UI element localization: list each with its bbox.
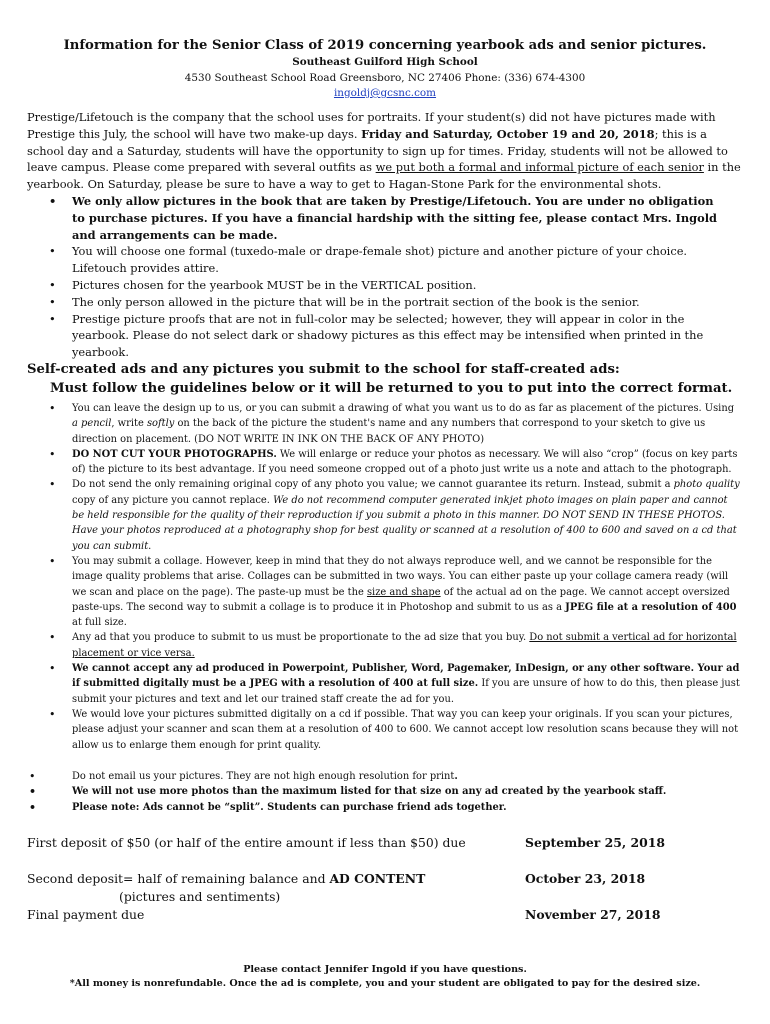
- refund-note: *All money is nonrefundable. Once the ad is complete, you and your student are obligated to pay for the desired size.: [69, 978, 701, 989]
- intro-paragraph: [27, 109, 747, 193]
- payment-date: November 27, 2018: [525, 907, 661, 922]
- payment-label: First deposit of $50 (or half of the entire amount if less than $50) due: [27, 835, 466, 850]
- intro-text-3: in the yearbook. On Saturday, please be sure to have a way to get to Hagan-Stone Park for the environmental shots.: [27, 160, 741, 192]
- list-item: • Do not email us your pictures. They are not high enough resolution for print.: [27, 769, 742, 784]
- list-item: • Any ad that you produce to submit to us must be proportionate to the ad size that you buy. Do not submit a vertical ad for horizontal placement or vice versa.: [27, 630, 742, 661]
- formal-informal-note: we put both a formal and informal picture of each senior: [375, 160, 704, 175]
- ad-guidelines-list: [27, 401, 742, 753]
- list-item: • Prestige picture proofs that are not in full-color may be selected; however, they will appear in color in the yearbook. Please do not select dark or shadowy pictures as this effect may be intensified when printed in the yearbook.: [27, 311, 727, 361]
- picture-rules-list: [27, 193, 727, 361]
- list-item: • Pictures chosen for the yearbook MUST be in the VERTICAL position.: [27, 277, 727, 294]
- page-title: Information for the Senior Class of 2019 concerning yearbook ads and senior pictures.: [63, 38, 707, 53]
- list-item: • We only allow pictures in the book that are taken by Prestige/Lifetouch. You are under no obligation to purchase pictures. If you have a financial hardship with the sitting fee, please contact Mrs. Ingold and arrangements can be made.: [27, 193, 727, 243]
- payment-date: September 25, 2018: [525, 835, 665, 850]
- payment-label: Final payment due: [27, 907, 145, 922]
- general-notes-list: [27, 769, 742, 815]
- payment-sublabel: (pictures and sentiments): [119, 889, 281, 904]
- ads-heading: Self-created ads and any pictures you submit to the school for staff-created ads:: [27, 362, 620, 377]
- school-name: Southeast Guilford High School: [292, 56, 478, 68]
- school-address: 4530 Southeast School Road Greensboro, NC 27406 Phone: (336) 674-4300: [184, 72, 586, 84]
- email-link[interactable]: ingoldj@gcsnc.com: [333, 87, 437, 99]
- list-item: • You will choose one formal (tuxedo-male or drape-female shot) picture and another picture of your choice. Lifetouch provides attire.: [27, 243, 727, 277]
- contact-note: Please contact Jennifer Ingold if you have questions.: [243, 964, 527, 975]
- email-line: [0, 87, 770, 99]
- list-item: • We would love your pictures submitted digitally on a cd if possible. That way you can keep your originals. If you scan your pictures, please adjust your scanner and scan them at a resolution of 400 to 600. We cannot accept low resolution scans because they will not allow us to enlarge them enough for print quality.: [27, 707, 742, 753]
- list-item: • Please note: Ads cannot be “split”. Students can purchase friend ads together.: [27, 800, 742, 815]
- list-item: • We will not use more photos than the maximum listed for that size on any ad created by the yearbook staff.: [27, 784, 742, 799]
- payment-label: Second deposit= half of remaining balance and AD CONTENT: [27, 871, 426, 886]
- intro-text-2: ; this is a school day and a Saturday, students will have the opportunity to sign up for times. Friday, students will not be allowed to leave campus. Please come prepared with several outfits as: [27, 126, 728, 175]
- makeup-dates: Friday and Saturday, October 19 and 20, 2018: [361, 126, 655, 141]
- list-item: • You can leave the design up to us, or you can submit a drawing of what you want us to do as far as placement of the pictures. Using a pencil, write softly on the back of the picture the student's name and any numbers that correspond to your sketch to give us direction on placement. (DO NOT WRITE IN INK ON THE BACK OF ANY PHOTO): [27, 401, 742, 447]
- list-item: • We cannot accept any ad produced in Powerpoint, Publisher, Word, Pagemaker, InDesign, or any other software. Your ad if submitted digitally must be a JPEG with a resolution of 400 at full size. If you are unsure of how to do this, then please just submit your pictures and text and let our trained staff create the ad for you.: [27, 661, 742, 707]
- list-item: • DO NOT CUT YOUR PHOTOGRAPHS. We will enlarge or reduce your photos as necessary. We will also “crop” (focus on key parts of) the picture to its best advantage. If you need someone cropped out of a photo just write us a note and attach to the photograph.: [27, 447, 742, 478]
- payment-date: October 23, 2018: [525, 871, 646, 886]
- list-item: • The only person allowed in the picture that will be in the portrait section of the book is the senior.: [27, 294, 727, 311]
- intro-text-1: Prestige/Lifetouch is the company that the school uses for portraits. If your student(s) did not have pictures made with Prestige this July, the school will have two make-up days.: [27, 110, 716, 141]
- list-item: • Do not send the only remaining original copy of any photo you value; we cannot guarantee its return. Instead, submit a photo quality copy of any picture you cannot replace. We do not recommend computer generated inkjet photo images on plain paper and cannot be held responsible for the quality of their reproduction if you submit a photo in this manner. DO NOT SEND IN THESE PHOTOS. Have your photos reproduced at a photography shop for best quality or scanned at a resolution of 400 to 600 and saved on a cd that you can submit.: [27, 477, 742, 553]
- ads-subheading: Must follow the guidelines below or it will be returned to you to put into the correct format.: [50, 381, 733, 396]
- list-item: • You may submit a collage. However, keep in mind that they do not always reproduce well, and we cannot be responsible for the image quality problems that arise. Collages can be submitted in two ways. You can either paste up your collage camera ready (will we scan and place on the page). The paste-up must be the size and shape of the actual ad on the page. We cannot accept oversized paste-ups. The second way to submit a collage is to produce it in Photoshop and submit to us as a JPEG file at a resolution of 400 at full size.: [27, 554, 742, 630]
